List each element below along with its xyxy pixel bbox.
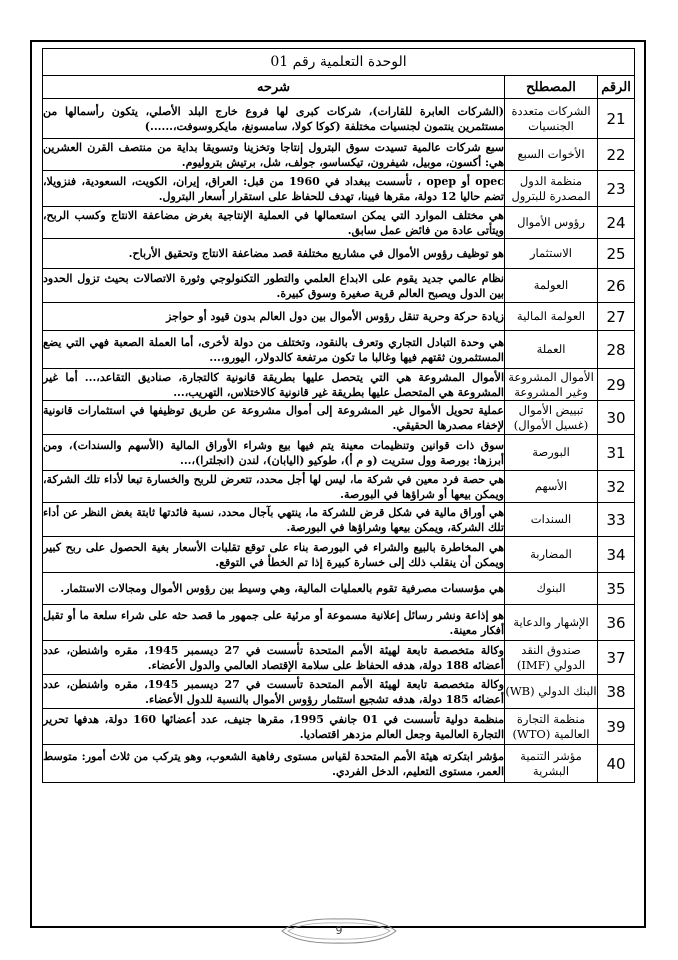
row-term: المضاربة — [505, 537, 598, 573]
row-number: 28 — [598, 331, 635, 369]
table-row — [43, 303, 635, 331]
row-definition: منظمة دولية تأسست في 01 جانفي 1995، مقرها جنيف، عدد أعضائها 160 دولة، هدفها تحرير التجارة العالمية وجعل العالم مزدهر اقتصاديا. — [43, 709, 505, 745]
row-number: 27 — [598, 303, 635, 331]
row-term: مؤشر التنمية البشرية — [505, 745, 598, 783]
row-term: العولمة المالية — [505, 303, 598, 331]
row-number: 39 — [598, 709, 635, 745]
table-row — [43, 331, 635, 369]
row-definition: هي مختلف الموارد التي يمكن استعمالها في العملية الإنتاجية بغرض مضاعفة الانتاج وكسب الربح، ويتأتى عادة من فائض عمل سابق. — [43, 208, 504, 237]
table-row — [43, 269, 635, 303]
page-frame — [30, 40, 646, 928]
row-number: 35 — [598, 573, 635, 605]
row-definition: عملية تحويل الأموال غير المشروعة إلى أموال مشروعة عن طريق توظيفها في استثمارات قانونية لإخفاء مصدرها الحقيقي. — [43, 401, 505, 435]
table-row — [43, 537, 635, 573]
row-number: 30 — [598, 401, 635, 435]
row-term: تبييض الأموال (غسيل الأموال) — [505, 401, 598, 435]
row-definition: هي وحدة التبادل التجاري وتعرف بالنقود، وتختلف من دولة لأخرى، أما العملة الصعبة فهي التي يضع المستثمرون ثقتهم فيها وغالبا ما تكون مرتفعة كالدولار، اليورو،... — [43, 331, 505, 369]
row-term: البورصة — [505, 435, 598, 471]
header-number: الرقم — [598, 76, 635, 99]
row-term: الأخوات السبع — [505, 139, 598, 171]
row-term: الاستثمار — [505, 239, 598, 269]
row-number: 25 — [598, 239, 635, 269]
header-row — [43, 76, 635, 99]
row-term: البنوك — [505, 573, 598, 605]
row-number: 21 — [598, 99, 635, 139]
row-number: 23 — [598, 171, 635, 207]
row-term: صندوق النقد الدولي (IMF) — [505, 641, 598, 675]
row-term: الأسهم — [505, 471, 598, 503]
page-number: 9 — [335, 924, 343, 937]
row-term: العولمة — [505, 269, 598, 303]
row-definition: سوق ذات قوانين وتنظيمات معينة يتم فيها بيع وشراء الأوراق المالية (الأسهم والسندات)، ومن أبرزها: بورصة وول ستريت (و م أ)، طوكيو (اليابان)، لندن (انجلترا)،... — [43, 435, 505, 471]
row-definition: opec أو opep ، تأسست ببغداد في 1960 من قبل: العراق، إيران، الكويت، السعودية، فنزويلا، تضم حاليا 12 دولة، مقرها فيينا، تهدف للحفاظ على استقرار أسعار البترول. — [43, 171, 505, 207]
table-row — [43, 471, 635, 503]
table-row — [43, 401, 635, 435]
table-row — [43, 239, 635, 269]
row-number: 34 — [598, 537, 635, 573]
table-row — [43, 99, 635, 139]
table-row — [43, 435, 635, 471]
row-term: الشركات متعددة الجنسيات — [505, 99, 598, 139]
row-definition: زيادة حركة وحرية تنقل رؤوس الأموال بين دول العالم بدون قيود أو حواجز — [43, 303, 505, 331]
row-term: السندات — [505, 503, 598, 537]
row-definition: وكالة متخصصة تابعة لهيئة الأمم المتحدة تأسست في 27 ديسمبر 1945، مقره واشنطن، عدد أعضائه 185 دولة، هدفه تشجيع استثمار رؤوس الأموال بالنسبة للدول الأعضاء. — [43, 675, 505, 709]
table-row — [43, 605, 635, 641]
row-term: منظمة الدول المصدرة للبترول — [505, 171, 598, 207]
table-row — [43, 369, 635, 401]
row-number: 24 — [598, 207, 635, 239]
row-number: 38 — [598, 675, 635, 709]
row-number: 31 — [598, 435, 635, 471]
row-definition: هي مؤسسات مصرفية تقوم بالعمليات المالية، وهي وسيط بين رؤوس الأموال ومجالات الاستثمار. — [43, 573, 505, 605]
row-term: منظمة التجارة العالمية (WTO) — [505, 709, 598, 745]
row-number: 26 — [598, 269, 635, 303]
table-row — [43, 171, 635, 207]
row-number: 29 — [598, 369, 635, 401]
table-row — [43, 503, 635, 537]
row-term: رؤوس الأموال — [505, 207, 598, 239]
row-number: 37 — [598, 641, 635, 675]
header-term: المصطلح — [505, 76, 598, 99]
table-row — [43, 573, 635, 605]
header-definition: شرحه — [43, 76, 505, 99]
table-row — [43, 641, 635, 675]
row-term: البنك الدولي (WB) — [505, 675, 598, 709]
row-number: 22 — [598, 139, 635, 171]
glossary-table — [42, 48, 635, 783]
table-row — [43, 675, 635, 709]
table-body — [43, 99, 635, 783]
row-number: 40 — [598, 745, 635, 783]
row-definition: هي أوراق مالية في شكل قرض للشركة ما، ينتهي بآجال محدد، نسبة فائدتها ثابتة بغض النظر عن أداء تلك الشركة، ويمكن بيعها وشراؤها في البورصة. — [43, 503, 505, 537]
row-number: 32 — [598, 471, 635, 503]
row-definition: وكالة متخصصة تابعة لهيئة الأمم المتحدة تأسست في 27 ديسمبر 1945، مقره واشنطن، عدد أعضائه 188 دولة، هدفه الحفاظ على سلامة الإقتصاد العالمي والدول الأعضاء. — [43, 641, 505, 675]
row-definition: هي حصة فرد معين في شركة ما، ليس لها أجل محدد، تتعرض للربح والخسارة تبعا لأداء تلك الشركة، ويمكن بيعها أو شراؤها في البورصة. — [43, 472, 504, 501]
table-row — [43, 745, 635, 783]
row-term: العملة — [505, 331, 598, 369]
row-definition: (الشركات العابرة للقارات)، شركات كبرى لها فروع خارج البلد الأصلي، يتكون رأسمالها من مستثمرين ينتمون لجنسيات مختلفة (كوكا كولا، سامسونغ، مايكروسوفت،......) — [43, 99, 505, 139]
table-row — [43, 139, 635, 171]
row-term: الإشهار والدعاية — [505, 605, 598, 641]
table-row — [43, 709, 635, 745]
row-definition: نظام عالمي جديد يقوم على الابداع العلمي والتطور التكنولوجي وثورة الاتصالات بحيث تزول الحدود بين الدول ويصبح العالم قرية صغيرة وسوق كبيرة. — [43, 269, 505, 303]
row-number: 33 — [598, 503, 635, 537]
row-number: 36 — [598, 605, 635, 641]
row-definition: هو توظيف رؤوس الأموال في مشاريع مختلفة قصد مضاعفة الانتاج وتحقيق الأرباح. — [43, 239, 505, 269]
unit-title: الوحدة التعلمية رقم 01 — [43, 49, 635, 76]
row-definition: سبع شركات عالمية تسيدت سوق البترول إنتاجا وتخزينا وتسويقا بداية من منتصف القرن العشرين هي: أكسون، موبيل، شيفرون، تيكساسو، جولف، شل، برتيش بتروليوم. — [43, 140, 504, 169]
row-definition: الأموال المشروعة هي التي يتحصل عليها بطريقة قانونية كالتجارة، صناديق التقاعد،... أما غير المشروعة هي المتحصل عليها بطريقة غير قانونية كالاختلاس، التهريب،... — [43, 370, 504, 399]
row-definition: هو إذاعة ونشر رسائل إعلانية مسموعة أو مرئية على جمهور ما قصد حثه على شراء سلعة ما أو تقبل أفكار معينة. — [43, 605, 505, 641]
page-number-badge — [278, 916, 400, 946]
table-row — [43, 207, 635, 239]
row-term: الأموال المشروعة وغير المشروعة — [505, 369, 598, 401]
row-definition: مؤشر ابتكرته هيئة الأمم المتحدة لقياس مستوى رفاهية الشعوب، وهو يتركب من ثلاث أمور: متوسط العمر، مستوى التعليم، الدخل الفردي. — [43, 745, 505, 783]
row-definition: هي المخاطرة بالبيع والشراء في البورصة بناء على توقع تقلبات الأسعار بغية الحصول على ربح كبير ويمكن أن ينقلب ذلك إلى خسارة كبيرة إذا تم الخطأ في التوقع. — [43, 537, 505, 573]
